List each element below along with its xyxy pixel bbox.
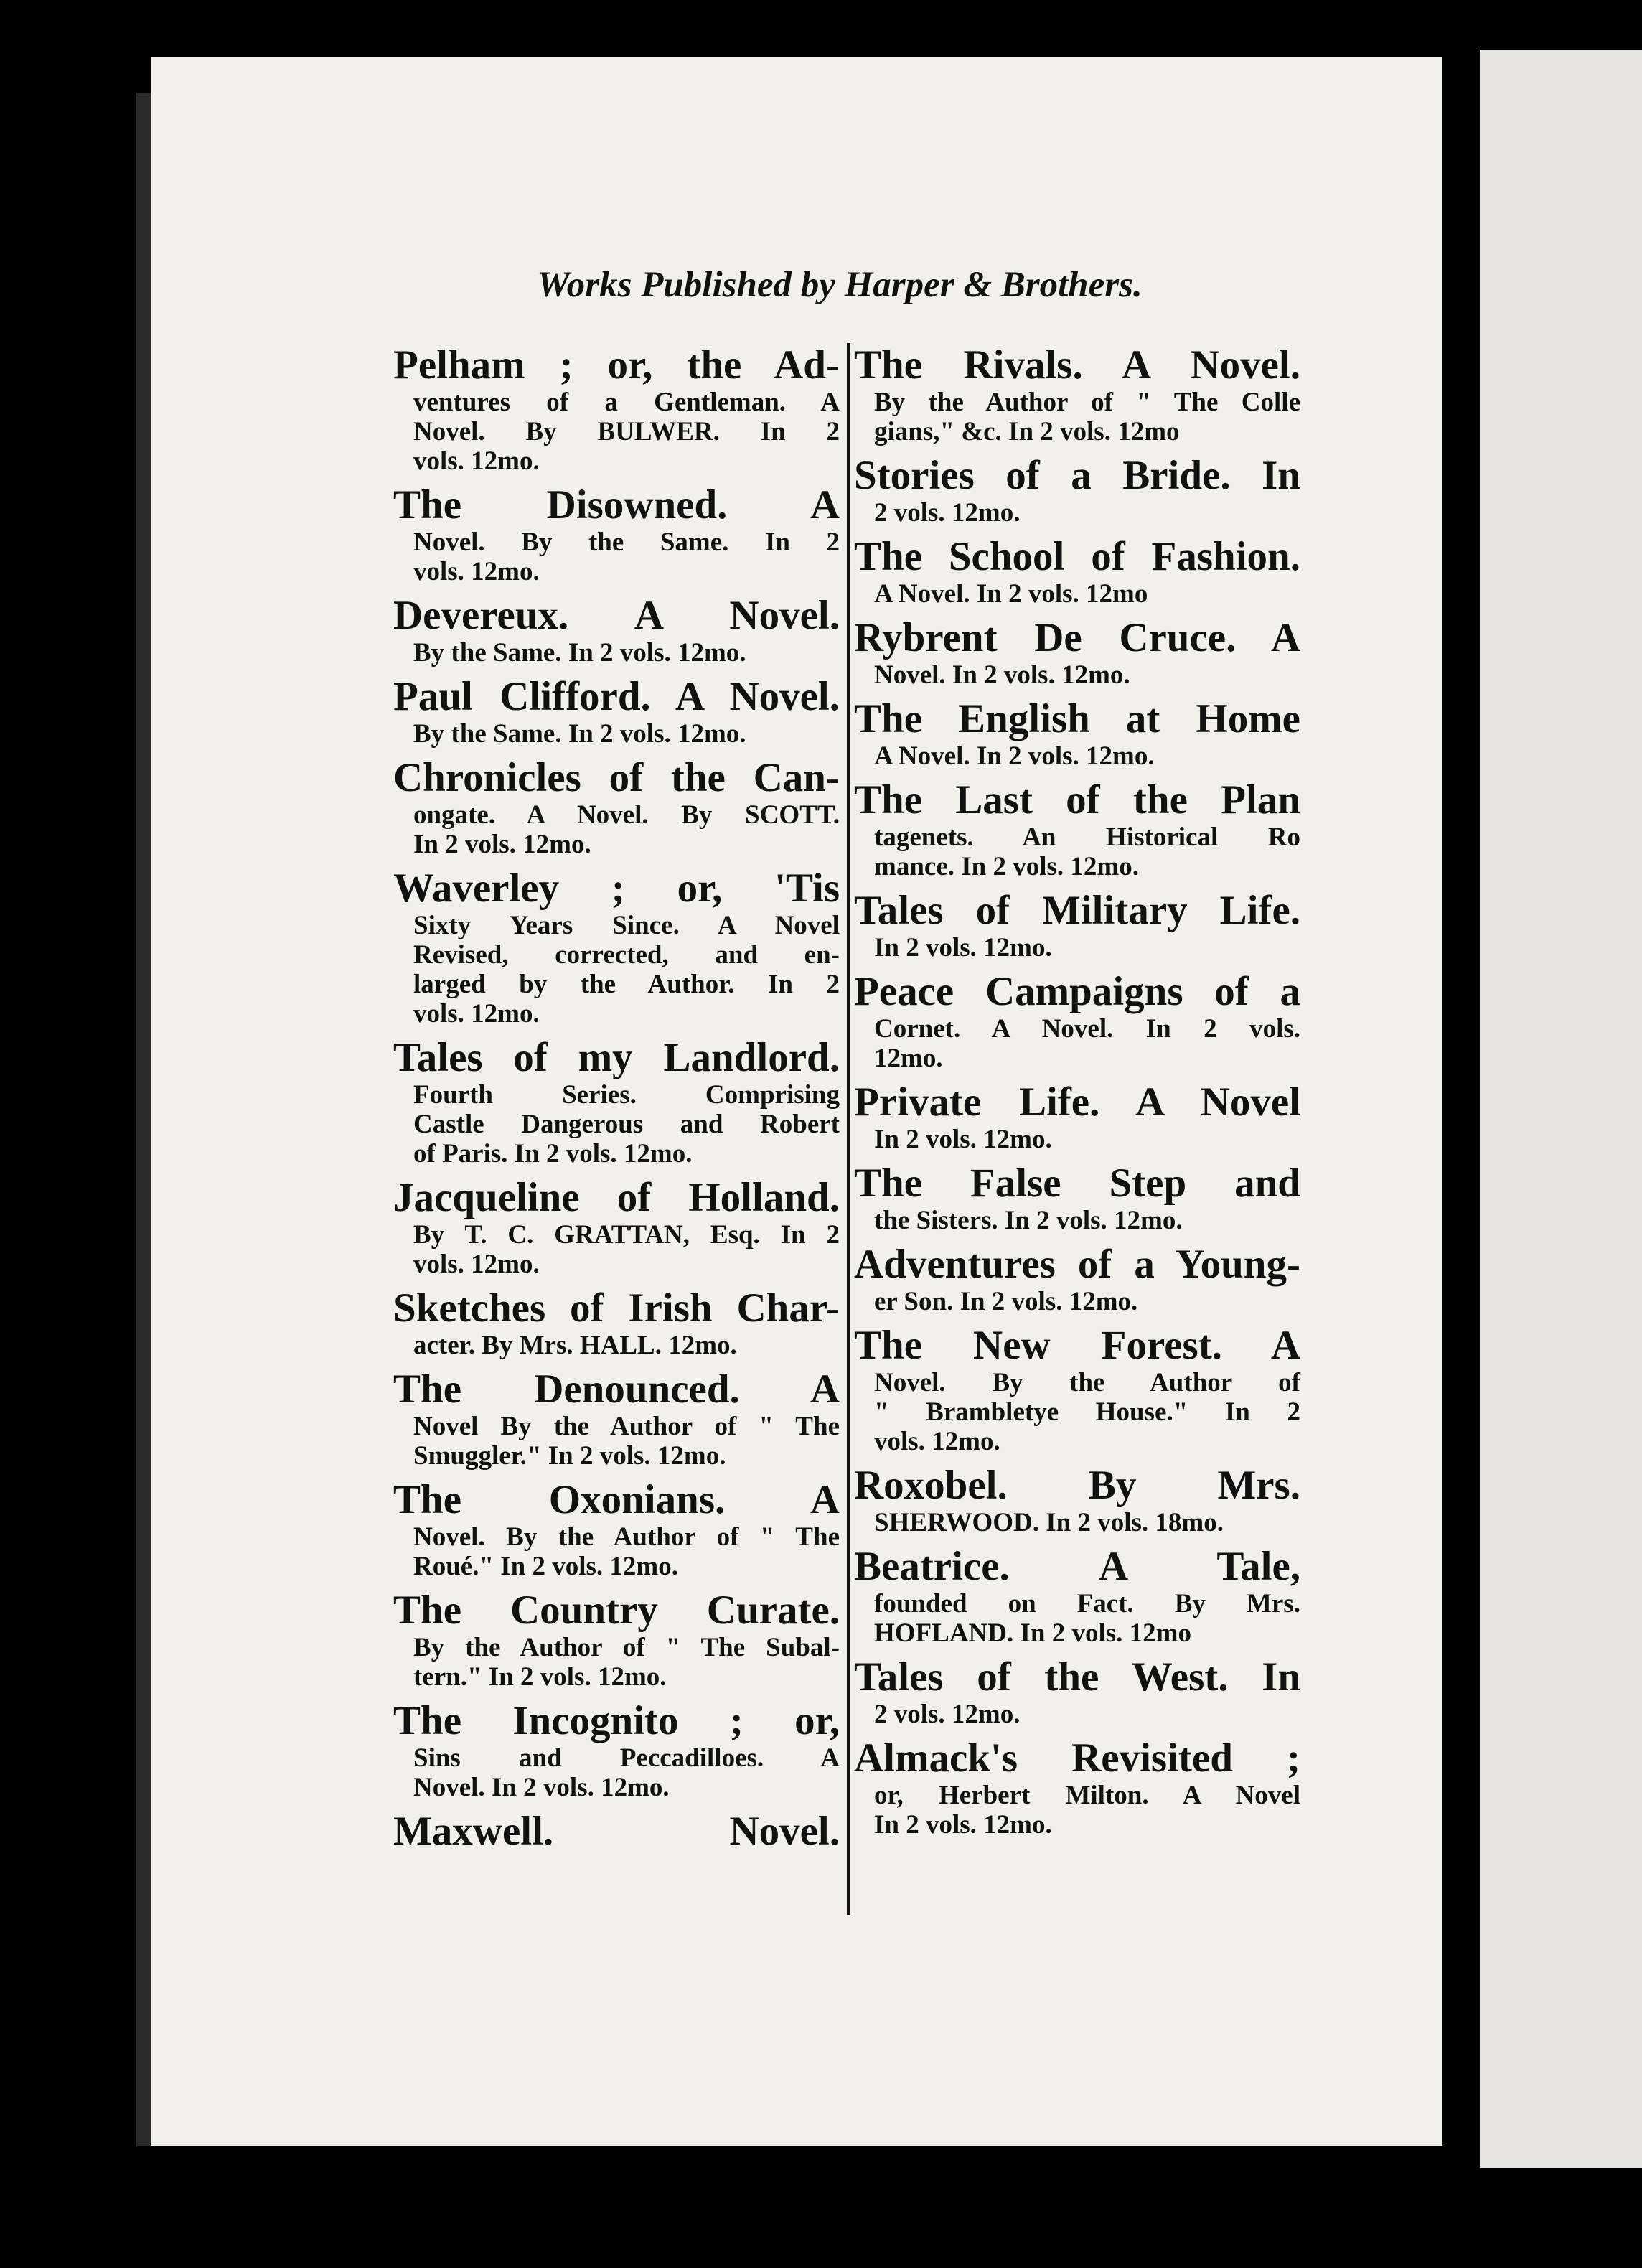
book-gutter — [1442, 57, 1480, 2153]
book-entry — [854, 535, 1300, 609]
book-description-line: Novel. By the Author of " The — [413, 1522, 840, 1552]
book-entry — [393, 1478, 840, 1581]
book-title: Roxobel. By Mrs. — [854, 1463, 1300, 1508]
book-title: Stories of a Bride. In — [854, 453, 1300, 498]
book-title: The Disowned. A — [393, 482, 840, 528]
book-title: Almack's Revisited ; — [854, 1735, 1300, 1781]
book-title: Devereux. A Novel. — [393, 593, 840, 638]
book-entry — [393, 594, 840, 667]
book-description-line: 12mo. — [874, 1044, 943, 1073]
book-description-line: Sixty Years Since. A Novel — [413, 911, 840, 940]
book-description-line: ongate. A Novel. By SCOTT. — [413, 800, 840, 830]
book-description-line: Novel. By BULWER. In 2 — [413, 417, 840, 446]
book-description-line: Novel. By the Author of — [874, 1368, 1300, 1397]
book-description-line: or, Herbert Milton. A Novel — [874, 1781, 1300, 1810]
book-entry — [854, 616, 1300, 690]
book-description-line: larged by the Author. In 2 — [413, 970, 840, 999]
book-entry — [854, 970, 1300, 1073]
book-description-line: of Paris. In 2 vols. 12mo. — [413, 1139, 693, 1168]
book-description-line: tagenets. An Historical Ro — [874, 823, 1300, 852]
book-title: The False Step and — [854, 1161, 1300, 1206]
book-entry — [854, 778, 1300, 881]
book-title: Tales of the West. In — [854, 1654, 1300, 1700]
book-title: Paul Clifford. A Novel. — [393, 674, 840, 719]
left-column — [393, 343, 840, 1861]
book-description-line: vols. 12mo. — [413, 557, 540, 586]
book-entry — [854, 1080, 1300, 1154]
book-description-line: er Son. In 2 vols. 12mo. — [874, 1287, 1138, 1316]
book-description-line: Sins and Peccadilloes. A — [413, 1743, 840, 1773]
book-description-line: HOFLAND. In 2 vols. 12mo — [874, 1618, 1191, 1648]
book-entry — [393, 1699, 840, 1802]
book-title: Sketches of Irish Char- — [393, 1285, 840, 1331]
book-description-line: By the Same. In 2 vols. 12mo. — [413, 638, 746, 667]
book-description-line: By T. C. GRATTAN, Esq. In 2 — [413, 1220, 840, 1250]
book-title: Tales of Military Life. — [854, 888, 1300, 933]
book-entry — [854, 343, 1300, 446]
book-description-line: In 2 vols. 12mo. — [874, 1810, 1052, 1840]
book-title: Waverley ; or, 'Tis — [393, 866, 840, 911]
book-title: The Rivals. A Novel. — [854, 342, 1300, 388]
book-description-line: 2 vols. 12mo. — [874, 498, 1021, 528]
book-description-line: vols. 12mo. — [413, 1250, 540, 1279]
book-description-line: Castle Dangerous and Robert — [413, 1110, 840, 1139]
book-entry — [393, 866, 840, 1028]
book-title: The Denounced. A — [393, 1367, 840, 1412]
book-title: The Country Curate. — [393, 1588, 840, 1633]
book-description-line: A Novel. In 2 vols. 12mo. — [874, 741, 1155, 771]
book-title: Chronicles of the Can- — [393, 755, 840, 800]
book-title: Rybrent De Cruce. A — [854, 615, 1300, 660]
book-entry — [854, 1161, 1300, 1235]
book-title: The Incognito ; or, — [393, 1698, 840, 1743]
book-description-line: Revised, corrected, and en- — [413, 940, 840, 970]
book-entry — [393, 756, 840, 859]
book-description-line: vols. 12mo. — [413, 999, 540, 1028]
book-entry — [854, 1655, 1300, 1729]
facing-page-edge — [1480, 50, 1642, 2168]
book-entry — [854, 1323, 1300, 1456]
book-description-line: Novel By the Author of " The — [413, 1412, 840, 1441]
book-entry — [393, 1176, 840, 1279]
book-entry — [393, 1588, 840, 1692]
book-title: Adventures of a Young- — [854, 1242, 1300, 1287]
book-entry — [854, 1736, 1300, 1840]
book-title: Tales of my Landlord. — [393, 1035, 840, 1080]
book-title: The School of Fashion. — [854, 534, 1300, 579]
book-entry — [393, 483, 840, 586]
book-description-line: In 2 vols. 12mo. — [874, 1125, 1052, 1154]
book-description-line: Novel. In 2 vols. 12mo. — [874, 660, 1130, 690]
book-description-line: By the Same. In 2 vols. 12mo. — [413, 719, 746, 749]
book-description-line: In 2 vols. 12mo. — [874, 933, 1052, 962]
book-description-line: In 2 vols. 12mo. — [413, 830, 591, 859]
book-description-line: 2 vols. 12mo. — [874, 1700, 1021, 1729]
book-entry — [854, 454, 1300, 528]
book-entry — [854, 1242, 1300, 1316]
book-entry — [854, 1463, 1300, 1537]
book-description-line: ventures of a Gentleman. A — [413, 388, 840, 417]
column-divider — [847, 343, 850, 1915]
book-description-line: acter. By Mrs. HALL. 12mo. — [413, 1331, 737, 1360]
book-title: The Last of the Plan — [854, 777, 1300, 823]
book-description-line: the Sisters. In 2 vols. 12mo. — [874, 1206, 1183, 1235]
book-description-line: By the Author of " The Subal- — [413, 1633, 840, 1662]
book-entry — [393, 1036, 840, 1168]
book-description-line: Roué." In 2 vols. 12mo. — [413, 1552, 678, 1581]
book-title: Peace Campaigns of a — [854, 969, 1300, 1014]
book-title: Jacqueline of Holland. — [393, 1175, 840, 1220]
book-entry — [393, 675, 840, 749]
book-title: The New Forest. A — [854, 1323, 1300, 1368]
book-entry — [854, 697, 1300, 771]
book-description-line: mance. In 2 vols. 12mo. — [874, 852, 1139, 881]
book-description-line: Novel. By the Same. In 2 — [413, 528, 840, 557]
book-description-line: vols. 12mo. — [874, 1427, 1000, 1456]
book-title: Maxwell. Novel. — [393, 1809, 840, 1854]
book-description-line: By the Author of " The Colle — [874, 388, 1300, 417]
book-entry — [854, 1545, 1300, 1648]
book-entry — [393, 1367, 840, 1471]
book-title: Private Life. A Novel — [854, 1079, 1300, 1125]
right-column — [854, 343, 1300, 1847]
book-description-line: A Novel. In 2 vols. 12mo — [874, 579, 1148, 609]
book-description-line: " Brambletye House." In 2 — [874, 1397, 1300, 1427]
book-description-line: vols. 12mo. — [413, 446, 540, 476]
book-title: The English at Home — [854, 696, 1300, 741]
book-description-line: Cornet. A Novel. In 2 vols. — [874, 1014, 1300, 1044]
book-description-line: gians," &c. In 2 vols. 12mo — [874, 417, 1180, 446]
page-header: Works Published by Harper & Brothers. — [537, 265, 1143, 305]
book-entry — [854, 889, 1300, 962]
book-description-line: Smuggler." In 2 vols. 12mo. — [413, 1441, 726, 1471]
book-entry — [393, 1809, 840, 1854]
book-description-line: Novel. In 2 vols. 12mo. — [413, 1773, 670, 1802]
book-description-line: Fourth Series. Comprising — [413, 1080, 840, 1110]
book-entry — [393, 343, 840, 476]
book-description-line: SHERWOOD. In 2 vols. 18mo. — [874, 1508, 1224, 1537]
book-title: Beatrice. A Tale, — [854, 1544, 1300, 1589]
book-description-line: tern." In 2 vols. 12mo. — [413, 1662, 667, 1692]
page-left-edge — [136, 93, 152, 2146]
book-entry — [393, 1286, 840, 1360]
book-description-line: founded on Fact. By Mrs. — [874, 1589, 1300, 1618]
book-title: Pelham ; or, the Ad- — [393, 342, 840, 388]
book-title: The Oxonians. A — [393, 1477, 840, 1522]
